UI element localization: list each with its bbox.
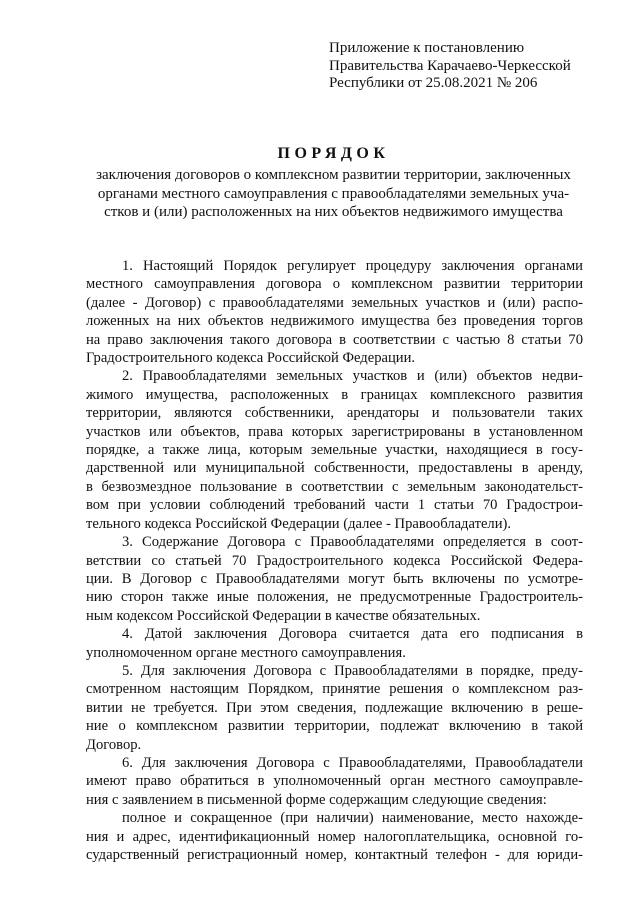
annex-line: Правительства Карачаево-Черкесской [329,57,571,74]
paragraph-line: сударственный регистрационный номер, контактный телефон - для юриди- [86,847,583,863]
paragraph-line: 6. Для заключения Договора с Правообладателями, Правообладатели [122,754,583,771]
paragraph-line: ния и адрес, идентификационный номер налогоплательщика, основной го- [86,828,583,845]
paragraph-line: имеют право обратиться в уполномоченный орган местного самоуправле- [86,773,583,790]
annex-line: Приложение к постановлению [329,40,525,56]
paragraph-line: ции. В Договор с Правообладателями могут быть включены по усмотре- [86,570,583,587]
paragraph-line: Договор. [86,736,142,753]
paragraph [86,367,583,533]
subtitle-line: стков и (или) расположенных на них объектов недвижимого имущества [104,204,563,220]
paragraph-line: ние о комплексном развитии территории, подлежат включению в такой [86,718,583,735]
paragraph-line: ветствии со статьей 70 Градостроительного кодекса Российской Федера- [86,552,583,569]
paragraph-line: нию сторон также иные положения, не предусмотренные Градостроитель- [86,589,583,606]
paragraph-line: полное и сокращенное (при наличии) наименование, место нахожде- [122,810,583,827]
paragraph [86,257,583,367]
annex-line: Республики от 25.08.2021 № 206 [329,75,538,91]
document-subtitle [66,166,601,222]
document-body [86,257,583,864]
paragraph-line: смотренном настоящим Порядком, принятие решения о комплексном раз- [86,681,583,698]
paragraph-line: порядке, а также лица, которым земельные участки, находящиеся в госу- [86,442,583,459]
annex-note [329,40,629,93]
paragraph-line: жимого имущества, расположенных в границах комплексного развития [86,386,583,403]
paragraph-line: дарственной или муниципальной собственности, предоставлены в аренду, [86,460,583,477]
paragraph-line: уполномоченном органе местного самоуправления. [86,644,406,661]
paragraph-line: в безвозмездное пользование в соответствии с земельным законодательст- [86,478,583,495]
subtitle-line: заключения договоров о комплексном развитии территории, заключенных [96,167,571,183]
title-block [66,144,601,222]
paragraph [86,625,583,662]
paragraph-line: витии не требуется. При этом сведения, подлежащие включению в реше- [86,699,583,716]
paragraph-line: Градостроительного кодекса Российской Федерации. [86,350,416,367]
paragraph-line: местного самоуправления договора о комплексном развитии территории [86,276,583,293]
paragraph-line: ным кодексом Российской Федерации в качестве обязательных. [86,607,481,624]
paragraph-line: (далее - Договор) с правообладателями земельных участков и (или) распо- [86,294,583,311]
paragraph-line: 2. Правообладателями земельных участков и (или) объектов недви- [122,368,583,385]
paragraph-line: 5. Для заключения Договора с Правообладателями в порядке, преду- [122,662,583,679]
subtitle-line: органами местного самоуправления с правообладателями земельных уча- [97,185,570,202]
paragraph [86,662,583,754]
paragraph-line: участков или объектов, права которых зарегистрированы в установленном [86,423,583,440]
paragraph-line: 4. Датой заключения Договора считается дата его подписания в [122,626,583,643]
paragraph-line: 3. Содержание Договора с Правообладателями определяется в соот- [122,534,583,551]
paragraph-line: ложенных на них объектов недвижимого имущества без проведения торгов [86,313,583,330]
paragraph-line: 1. Настоящий Порядок регулирует процедуру заключения органами [122,258,583,274]
paragraph [86,809,583,864]
paragraph-line: территории, являются собственники, арендаторы и пользователи таких [86,405,583,422]
paragraph-line: ния с заявлением в письменной форме содержащим следующие сведения: [86,791,547,808]
document-title: ПОРЯДОК [277,145,390,162]
paragraph [86,754,583,809]
paragraph-line: вом при условии соблюдений требований части 1 статьи 70 Градострои- [86,497,583,514]
paragraph-line: на право заключения такого договора в соответствии с частью 8 статьи 70 [86,331,583,348]
paragraph [86,533,583,625]
paragraph-line: тельного кодекса Российской Федерации (далее - Правообладатели). [86,515,512,532]
